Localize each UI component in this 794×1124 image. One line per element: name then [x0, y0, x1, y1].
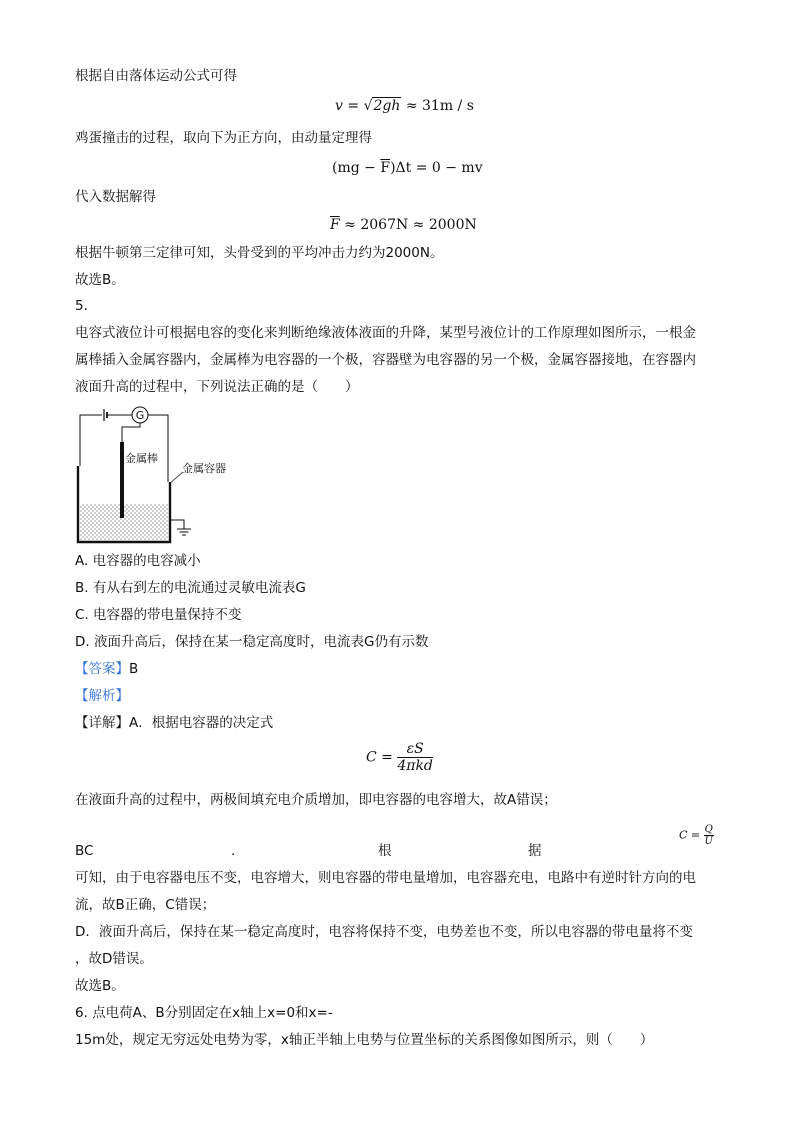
- formula-part: =: [342, 98, 364, 114]
- answer-tag: 【答案】: [75, 661, 129, 677]
- formula-capacitance-q: [679, 824, 714, 847]
- metal-rod: [120, 442, 124, 518]
- ground-icon: [170, 520, 191, 535]
- detail-text: A．根据电容器的决定式: [129, 715, 274, 731]
- formula-part: $\overline{F}$: [380, 160, 391, 176]
- formula-part: (mg −: [332, 160, 381, 176]
- rod-label: 金属棒: [125, 452, 158, 465]
- formula-part: ≈ 2067N ≈ 2000N: [339, 217, 477, 233]
- question-text: 15m处，规定无穷远处电势为零，x轴正半轴上电势与位置坐标的关系图像如图所示，则（ ）: [75, 1032, 654, 1048]
- question-number: 5.: [75, 298, 88, 314]
- formula-part: ≈ 31m / s: [401, 98, 474, 114]
- question-text: 6. 点电荷A、B分别固定在x轴上x=0和x=-: [75, 1005, 333, 1021]
- explain-bc: 根: [378, 843, 392, 859]
- detail-tag: 【详解】: [75, 715, 129, 731]
- container-label: 金属容器: [182, 462, 226, 475]
- explain-bc: 据: [528, 843, 542, 859]
- question-text: 液面升高的过程中，下列说法正确的是（ ）: [75, 379, 359, 395]
- answer-line: [75, 659, 138, 679]
- text-line: 代入数据解得: [75, 189, 156, 205]
- option-d: D. 液面升高后，保持在某一稳定高度时，电流表G仍有示数: [75, 634, 429, 650]
- question-text: 电容式液位计可根据电容的变化来判断绝缘液体液面的升降，某型号液位计的工作原理如图所示，一根金: [75, 325, 696, 341]
- formula-fraction: [704, 824, 714, 847]
- formula-radicand: [372, 97, 401, 114]
- explain-line: D．液面升高后，保持在某一稳定高度时，电容将保持不变，电势差也不变，所以电容器的带电量将不变: [75, 924, 693, 940]
- formula-denominator: 4πkd: [397, 758, 433, 774]
- galvanometer-label: G: [135, 409, 145, 422]
- text-line: 鸡蛋撞击的过程，取向下为正方向，由动量定理得: [75, 130, 372, 146]
- capacitor-figure: [70, 404, 245, 546]
- formula-part: 2gh: [373, 98, 401, 114]
- formula-part: v: [335, 98, 343, 114]
- formula-momentum: [332, 157, 483, 179]
- formula-part: $\overline{F}$: [330, 217, 340, 233]
- text-line: 根据自由落体运动公式可得: [75, 68, 237, 84]
- explain-bc: BC: [75, 843, 94, 859]
- formula-fraction: [397, 741, 433, 774]
- text-line: 故选B。: [75, 272, 125, 288]
- analysis-tag: 【解析】: [75, 688, 129, 704]
- formula-velocity: v = √2gh ≈ 31m / s: [335, 98, 474, 114]
- explain-bc: .: [231, 843, 236, 859]
- explain-line: 可知，由于电容器电压不变，电容增大，则电容器的带电量增加，电容器充电，电路中有逆时针方向的电: [75, 870, 696, 886]
- container-leader: [169, 472, 183, 484]
- formula-numerator: εS: [397, 741, 433, 758]
- explain-line: 流，故B正确，C错误；: [75, 897, 216, 913]
- option-a: A. 电容器的电容减小: [75, 553, 201, 569]
- formula-denominator: U: [704, 836, 713, 847]
- formula-part: )Δt = 0 − mv: [390, 160, 483, 176]
- explain-line: 在液面升高的过程中，两极间填充电介质增加，即电容器的电容增大，故A错误；: [75, 792, 557, 808]
- question-text: 属棒插入金属容器内，金属棒为电容器的一个极，容器壁为电容器的另一个极，金属容器接地，在容器内: [75, 352, 696, 368]
- formula-part: C =: [679, 828, 704, 842]
- explain-line: ，故D错误。: [75, 951, 153, 967]
- detail-line: [75, 713, 273, 733]
- option-c: C. 电容器的带电量保持不变: [75, 607, 242, 623]
- explain-line: 故选B。: [75, 978, 125, 994]
- answer-value: B: [129, 661, 139, 677]
- formula-numerator: Q: [704, 824, 713, 835]
- text-line: 根据牛顿第三定律可知，头骨受到的平均冲击力约为2000N。: [75, 245, 444, 261]
- formula-capacitance: [366, 741, 433, 774]
- formula-part: C =: [366, 749, 398, 766]
- formula-force: [330, 214, 477, 236]
- option-b: B. 有从右到左的电流通过灵敏电流表G: [75, 580, 306, 596]
